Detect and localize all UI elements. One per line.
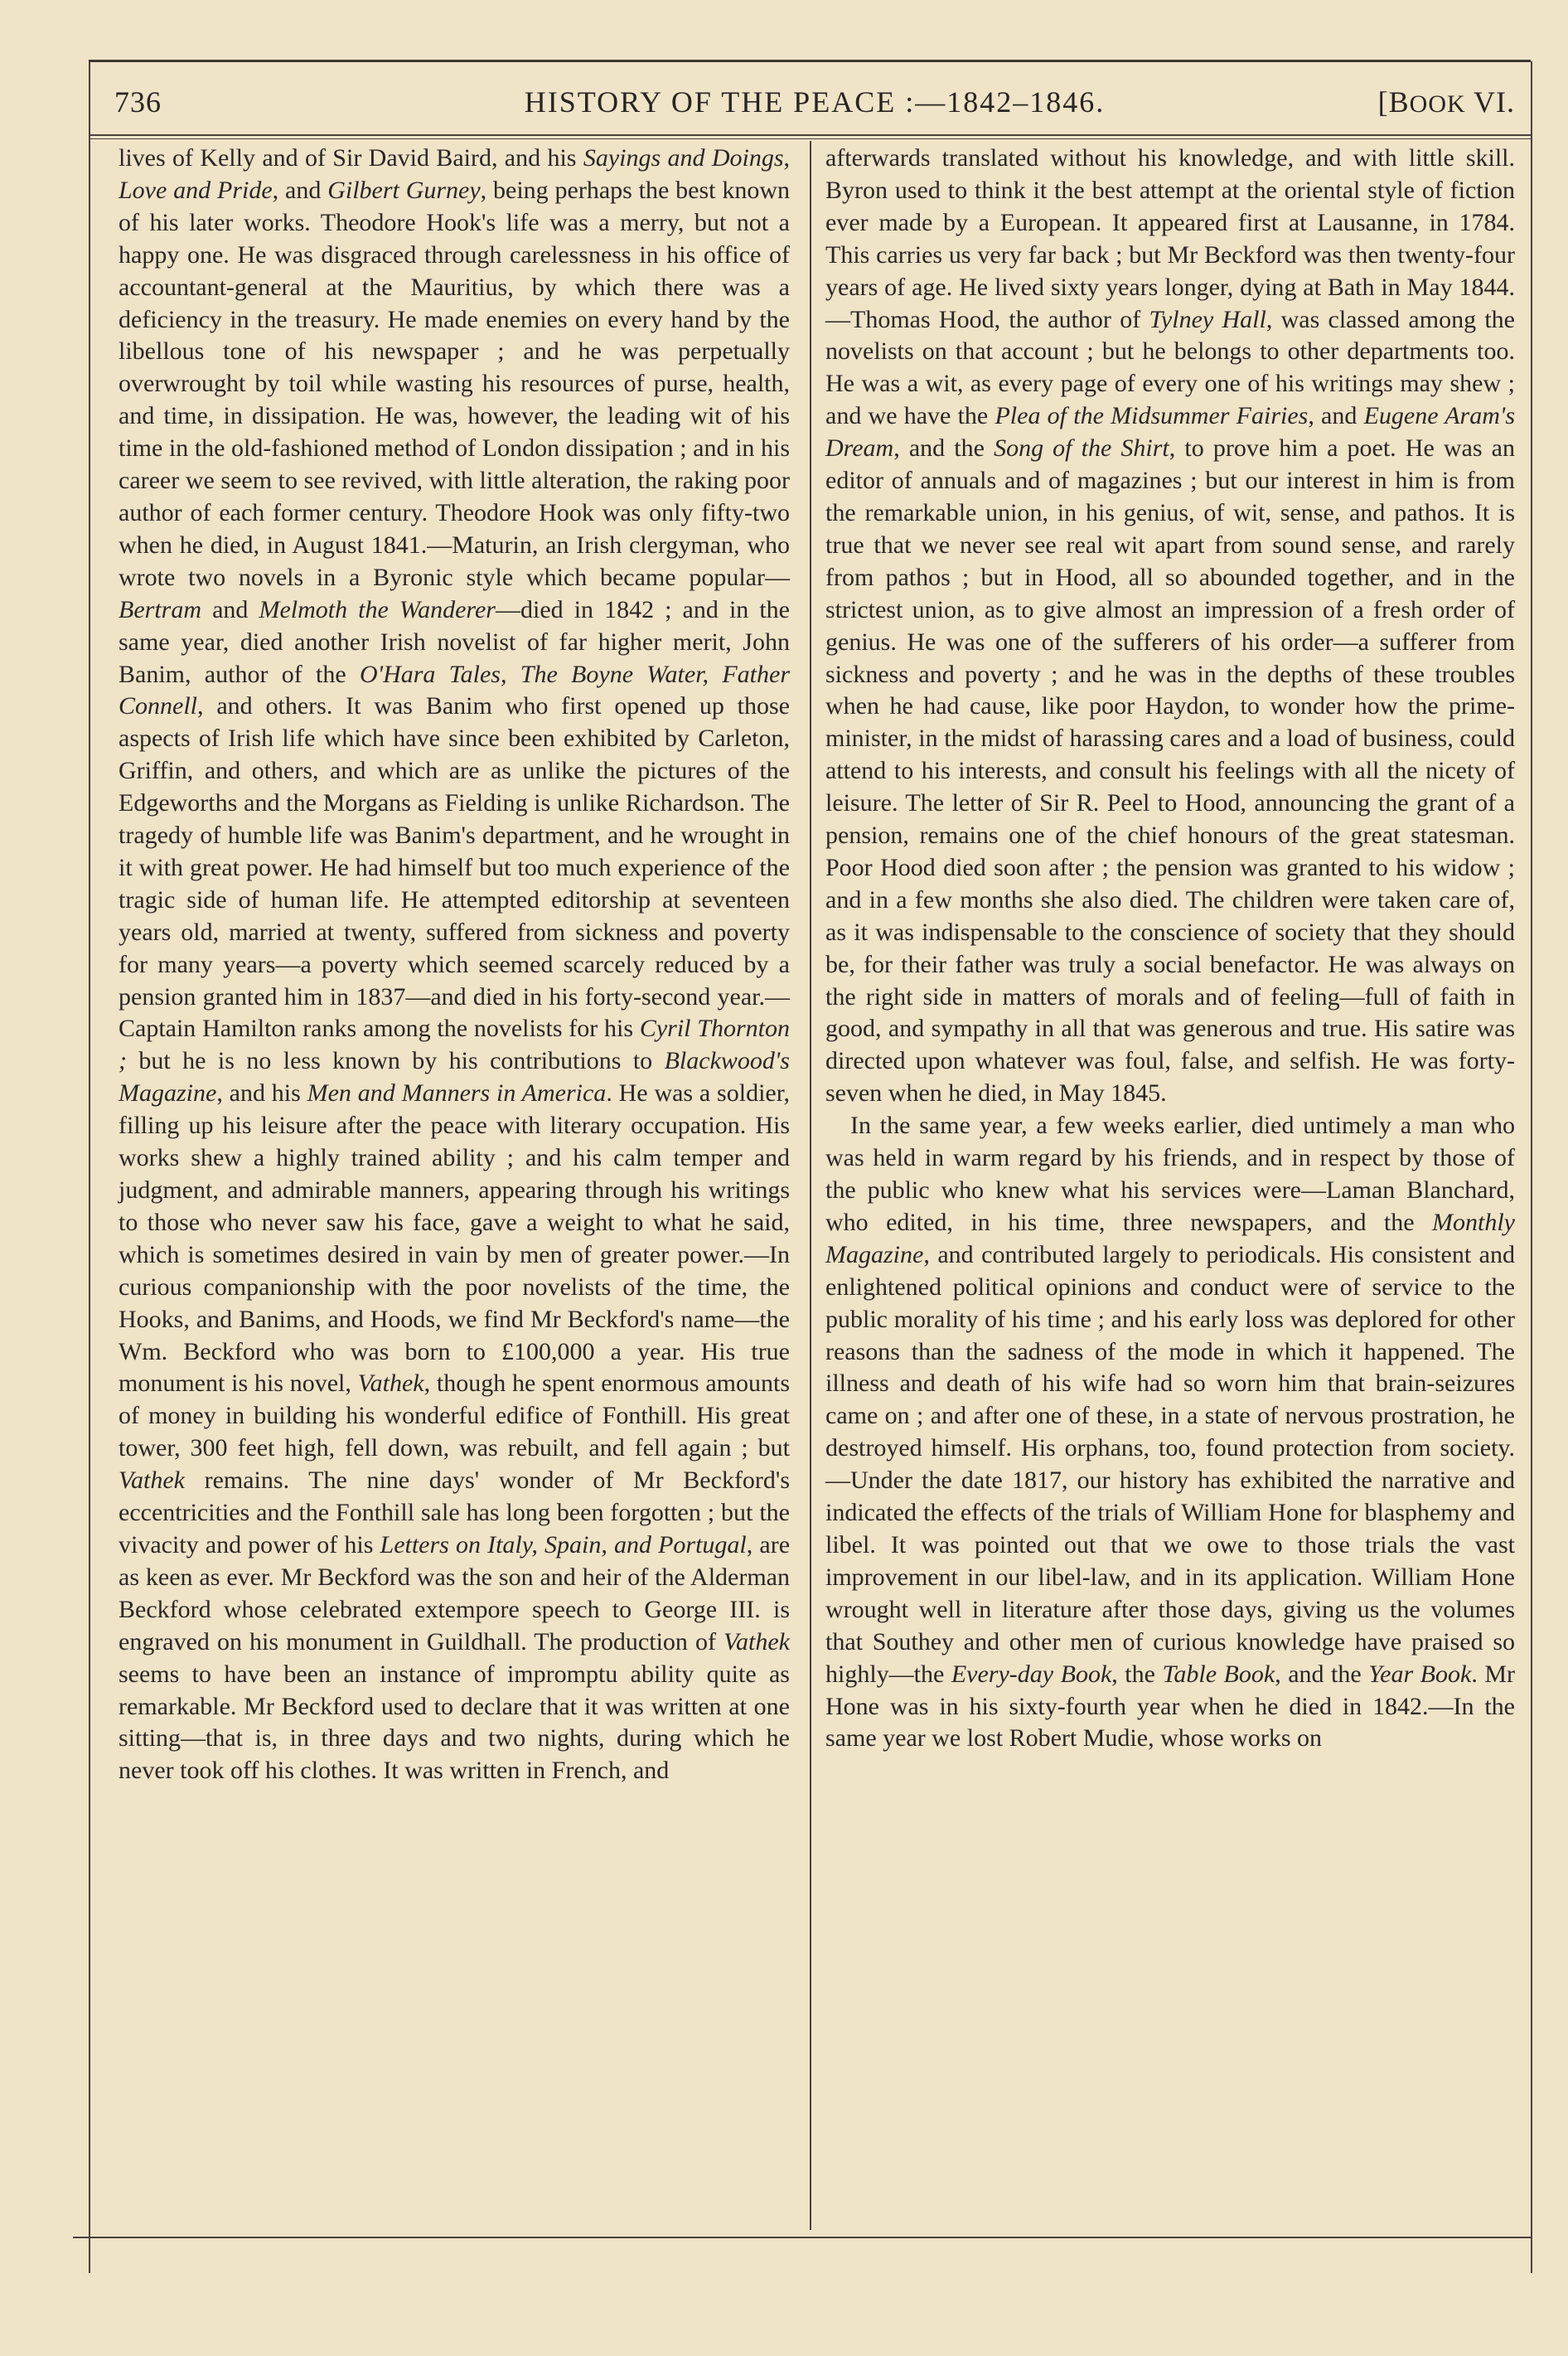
right-paragraph-2: In the same year, a few weeks earlier, died untimely a man who was held in warm regard by his friends, and in respect by those of the public who knew what his services were—Laman Blanchard, who edited, in his time, three newspapers, and the Monthly Magazine, and contributed largely to periodicals. His consistent and enlightened political opinions and conduct were of service to the public morality of his time ; and his early loss was deplored for other reasons than the sadness of the mode in which it happened. The illness and death of his wife had so worn him that brain-seizures came on ; and after one of these, in a state of nervous prostration, he destroyed himself. His orphans, too, found protection from society.—Under the date 1817, our history has exhibited the narrative and indicated the effects of the trials of William Hone for blasphemy and libel. It was pointed out that we owe to those trials the vast improvement in our libel-law, and in its application. William Hone wrought well in literature after those days, giving us the volumes that Southey and other men of curious knowledge have praised so highly—the Every-day Book, the Table Book, and the Year Book. Mr Hone was in his sixty-fourth year when he died in 1842.—In the same year we lost Robert Mudie, whose works on bbox=[825, 1112, 1516, 1752]
page-number: 736 bbox=[114, 85, 162, 119]
header-rule-thin bbox=[89, 138, 1531, 139]
book-smallcaps: OOK bbox=[1409, 90, 1466, 118]
running-header bbox=[114, 80, 1515, 126]
right-column bbox=[825, 143, 1515, 1755]
column-divider bbox=[810, 141, 811, 2230]
left-column bbox=[119, 143, 790, 1787]
bottom-rule bbox=[73, 2237, 1532, 2238]
book-label bbox=[1378, 85, 1515, 119]
left-paragraph: lives of Kelly and of Sir David Baird, and his Sayings and Doings, Love and Pride, and Gilbert Gurney, being perhaps the best known of his later works. Theodore Hook's life was a merry, but not a happy one. He was disgraced through carelessness in his office of accountant-general at the Mauritius, by which there was a deficiency in the treasury. He made enemies on every hand by the libellous tone of his newspaper ; and he was perpetually overwrought by toil while wasting his resources of purse, health, and time, in dissipation. He was, however, the leading wit of his time in the old-fashioned method of London dissipation ; and in his career we seem to see revived, with little alteration, the raking poor author of each former century. Theodore Hook was only fifty-two when he died, in August 1841.—Maturin, an Irish clergyman, who wrote two novels in a Byronic style which became popular—Bertram and Melmoth the Wanderer—died in 1842 ; and in the same year, died another Irish novelist of far higher merit, John Banim, author of the O'Hara Tales, The Boyne Water, Father Connell, and others. It was Banim who first opened up those aspects of Irish life which have since been exhibited by Carleton, Griffin, and others, and which are as unlike the pictures of the Edgeworths and the Morgans as Fielding is unlike Richardson. The tragedy of humble life was Banim's department, and he wrought in it with great power. He had himself but too much experience of the tragic side of human life. He attempted editorship at seventeen years old, married at twenty, suffered from sickness and poverty for many years—a poverty which seemed scarcely reduced by a pension granted him in 1837—and died in his forty-second year.—Captain Hamilton ranks among the novelists for his Cyril Thornton ; but he is no less known by his contributions to Blackwood's Magazine, and his Men and Manners in America. He was a soldier, filling up his leisure after the peace with literary occupation. His works shew a highly trained ability ; and his calm temper and judgment, and admirable manners, appearing through his writings to those who never saw his face, gave a weight to what he said, which is sometimes desired in vain by men of greater power.—In curious companionship with the poor novelists of the time, the Hooks, and Banims, and Hoods, we find Mr Beckford's name—the Wm. Beckford who was born to £100,000 a year. His true monument is his novel, Vathek, though he spent enormous amounts of money in building his wonderful edifice of Fonthill. His great tower, 300 feet high, fell down, was rebuilt, and fell again ; but Vathek remains. The nine days' wonder of Mr Beckford's eccentricities and the Fonthill sale has long been forgotten ; but the vivacity and power of his Letters on Italy, Spain, and Portugal, are as keen as ever. Mr Beckford was the son and heir of the Alderman Beckford whose celebrated extempore speech to George III. is engraved on his monument in Guildhall. The production of Vathek seems to have been an instance of impromptu ability quite as remarkable. Mr Beckford used to declare that it was written at one sitting—that is, in three days and two nights, during which he never took off his clothes. It was written in French, and bbox=[119, 144, 791, 1785]
book-number: VI. bbox=[1465, 85, 1515, 119]
running-title: HISTORY OF THE PEACE :—1842–1846. bbox=[524, 85, 1106, 119]
right-paragraph-1: afterwards translated without his knowledge, and with little skill. Byron used to think it the best attempt at the oriental style of fiction ever made by a European. It appeared first at Lausanne, in 1784. This carries us very far back ; but Mr Beckford was then twenty-four years of age. He lived sixty years longer, dying at Bath in May 1844.—Thomas Hood, the author of Tylney Hall, was classed among the novelists on that account ; but he belongs to other departments too. He was a wit, as every page of every one of his writings may shew ; and we have the Plea of the Midsummer Fairies, and Eugene Aram's Dream, and the Song of the Shirt, to prove him a poet. He was an editor of annuals and of magazines ; but our interest in him is from the remarkable union, in his genius, of wit, sense, and pathos. It is true that we never see real wit apart from sound sense, and rarely from pathos ; but in Hood, all so abounded together, and in the strictest union, as to give almost an impression of a fresh order of genius. He was one of the sufferers of his order—a sufferer from sickness and poverty ; and he was in the depths of these troubles when he had cause, like poor Haydon, to wonder how the prime-minister, in the midst of harassing cares and a load of business, could attend to his interests, and consult his feelings with all the nicety of leisure. The letter of Sir R. Peel to Hood, announcing the grant of a pension, remains one of the chief honours of the great statesman. Poor Hood died soon after ; the pension was granted to his widow ; and in a few months she also died. The children were taken care of, as it was indispensable to the conscience of society that they should be, for their father was truly a social benefactor. He was always on the right side in matters of morals and of feeling—full of faith in good, and sympathy in all that was generous and true. His satire was directed upon whatever was foul, false, and selfish. He was forty-seven when he died, in May 1845. bbox=[825, 144, 1516, 1108]
book-prefix: [B bbox=[1377, 85, 1410, 119]
header-rule bbox=[89, 134, 1531, 136]
